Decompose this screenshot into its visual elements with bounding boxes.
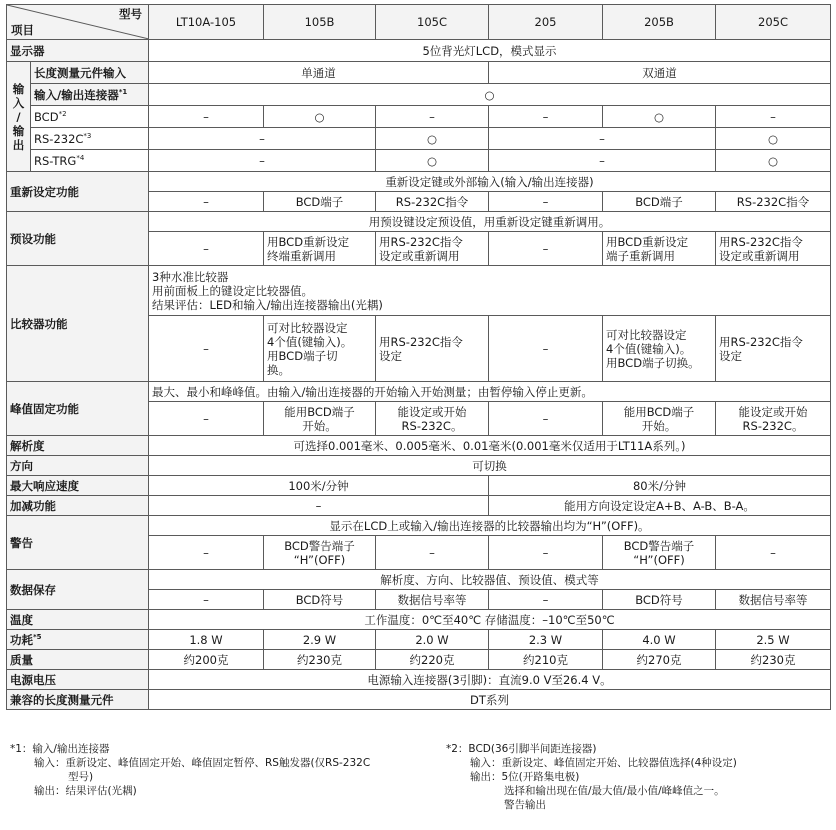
- row-label: 重新设定功能: [7, 172, 149, 212]
- footnote-title: *1：输入/输出连接器: [10, 743, 110, 755]
- mass-value: 约220克: [376, 650, 489, 670]
- row-rstrg: [7, 150, 831, 172]
- row-label: 警告: [7, 516, 149, 570]
- row-temp: [7, 610, 831, 630]
- dash-mark: –: [376, 536, 489, 570]
- cell-rs232c: 用RS-232C指令 设定: [376, 316, 489, 382]
- row-label: 温度: [7, 610, 149, 630]
- header-corner-cell: [7, 5, 149, 40]
- row-label: 功耗$^{*5}$: [7, 630, 149, 650]
- row-value: 电源输入连接器(3引脚)：直流9.0 V至26.4 V。: [149, 670, 831, 690]
- cell-bcd: 用BCD重新设定 端子重新调用: [603, 232, 716, 266]
- row-value: 工作温度：0℃至40℃ 存储温度：–10℃至50℃: [149, 610, 831, 630]
- header-row: [7, 5, 831, 40]
- dash-mark: –: [149, 128, 376, 150]
- row-resolution: [7, 436, 831, 456]
- cell-bcd: 可对比较器设定 4个值(键输入)。 用BCD端子切 换。: [264, 316, 376, 382]
- row-mass: [7, 650, 831, 670]
- dash-mark: –: [149, 316, 264, 382]
- dash-mark: –: [376, 106, 489, 128]
- footnote-mark: *2: [58, 109, 67, 118]
- cell-rs232c: 数据信号率等: [716, 590, 831, 610]
- row-addsub: [7, 496, 831, 516]
- row-display: [7, 40, 831, 62]
- mass-value: 约210克: [489, 650, 603, 670]
- row-length-input: [7, 62, 831, 84]
- dash-mark: –: [489, 150, 716, 172]
- row-label: 解析度: [7, 436, 149, 456]
- footnote-1: [10, 742, 440, 798]
- row-label: 数据保存: [7, 570, 149, 610]
- row-label: 显示器: [7, 40, 149, 62]
- row-label: 质量: [7, 650, 149, 670]
- cell-bcd: 能用BCD端子 开始。: [603, 402, 716, 436]
- row-rs232c: [7, 128, 831, 150]
- cell-bcd: BCD符号: [264, 590, 376, 610]
- power-value: 2.3 W: [489, 630, 603, 650]
- circle-mark: ○: [264, 106, 376, 128]
- row-bcd: [7, 106, 831, 128]
- row-label: 长度测量元件输入: [31, 62, 149, 84]
- footnote-line: 输出：5位(开路集电极): [470, 771, 580, 783]
- model-header: 205B: [603, 5, 716, 40]
- model-header: 105B: [264, 5, 376, 40]
- cell-bcd: BCD端子: [264, 192, 376, 212]
- dash-mark: –: [149, 192, 264, 212]
- dash-mark: –: [716, 536, 831, 570]
- footnote-title: *2：BCD(36引脚半间距连接器): [446, 743, 597, 755]
- cell-bcd: BCD端子: [603, 192, 716, 212]
- cell-rs232c: 用RS-232C指令 设定或重新调用: [376, 232, 489, 266]
- row-peak: [7, 382, 831, 402]
- spec-table: [6, 4, 831, 710]
- dash-mark: –: [489, 536, 603, 570]
- power-value: 4.0 W: [603, 630, 716, 650]
- footnote-line: 输入：重新设定、峰值固定开始、比较器值选择(4种设定): [470, 757, 737, 769]
- power-value: 2.5 W: [716, 630, 831, 650]
- row-label: 比较器功能: [7, 266, 149, 382]
- cell-105-series: 100米/分钟: [149, 476, 489, 496]
- footnote-line: 选择和输出现在值/最大值/最小值/峰峰值之一。: [504, 785, 725, 797]
- row-label: 最大响应速度: [7, 476, 149, 496]
- dash-mark: –: [489, 128, 716, 150]
- row-label: 电源电压: [7, 670, 149, 690]
- row-preset: [7, 212, 831, 232]
- footnote-mark: *4: [76, 153, 85, 162]
- dash-mark: –: [489, 106, 603, 128]
- mass-value: 约270克: [603, 650, 716, 670]
- dash-mark: –: [489, 232, 603, 266]
- dash-mark: –: [149, 106, 264, 128]
- cell-rs232c: 用RS-232C指令 设定: [716, 316, 831, 382]
- power-value: 2.9 W: [264, 630, 376, 650]
- footnote-2: [446, 742, 830, 812]
- cell-bcd: 用BCD重新设定 终端重新调用: [264, 232, 376, 266]
- row-value: 3种水准比较器 用前面板上的键设定比较器值。 结果评估：LED和输入/输出连接器输出(光耦): [149, 266, 831, 316]
- footnote-line: 输出：结果评估(光耦): [34, 785, 137, 797]
- row-label: 兼容的长度测量元件: [7, 690, 149, 710]
- cell-single-channel: 单通道: [149, 62, 489, 84]
- mass-value: 约200克: [149, 650, 264, 670]
- footnote-mark: *1: [118, 87, 128, 96]
- row-reset: [7, 172, 831, 192]
- model-header: 205C: [716, 5, 831, 40]
- row-direction: [7, 456, 831, 476]
- dash-mark: –: [489, 192, 603, 212]
- circle-mark: ○: [716, 150, 831, 172]
- row-label: $RS-232C^{*3}$: [31, 128, 149, 150]
- row-response: [7, 476, 831, 496]
- footnote-line: 型号): [68, 771, 94, 783]
- cell-bcd: BCD警告端子 “H”(OFF): [603, 536, 716, 570]
- footnote-mark: *3: [83, 131, 92, 140]
- dash-mark: –: [489, 402, 603, 436]
- circle-mark: ○: [603, 106, 716, 128]
- row-alarm: [7, 516, 831, 536]
- row-compat: [7, 690, 831, 710]
- dash-mark: –: [149, 232, 264, 266]
- model-header: 105C: [376, 5, 489, 40]
- cell-205-series: 80米/分钟: [489, 476, 831, 496]
- io-group-label: 输 入 / 输 出: [7, 62, 31, 172]
- row-comparator: [7, 266, 831, 316]
- row-label: 加减功能: [7, 496, 149, 516]
- power-value: 1.8 W: [149, 630, 264, 650]
- circle-mark: ○: [376, 150, 489, 172]
- mass-value: 约230克: [716, 650, 831, 670]
- spec-sheet: [6, 4, 831, 710]
- cell-rs232c: RS-232C指令: [376, 192, 489, 212]
- cell-105-series: –: [149, 496, 489, 516]
- model-header: LT10A-105: [149, 5, 264, 40]
- row-value: 可选择0.001毫米、0.005毫米、0.01毫米(0.001毫米仅适用于LT11A系列。): [149, 436, 831, 456]
- row-value: 显示在LCD上或输入/输出连接器的比较器输出均为“H”(OFF)。: [149, 516, 831, 536]
- cell-rs232c: RS-232C指令: [716, 192, 831, 212]
- row-value: 5位背光灯LCD，模式显示: [149, 40, 831, 62]
- model-header: 205: [489, 5, 603, 40]
- dash-mark: –: [716, 106, 831, 128]
- row-datasave: [7, 570, 831, 590]
- dash-mark: –: [149, 536, 264, 570]
- model-label: 型号: [119, 7, 142, 21]
- dash-mark: –: [489, 316, 603, 382]
- circle-mark: ○: [149, 84, 831, 106]
- row-power: [7, 630, 831, 650]
- row-value: 最大、最小和峰峰值。由输入/输出连接器的开始输入开始测量；由暂停输入停止更新。: [149, 382, 831, 402]
- cell-dual-channel: 双通道: [489, 62, 831, 84]
- footnote-line: 输入：重新设定、峰值固定开始、峰值固定暂停、RS触发器(仅RS-232C: [34, 757, 371, 769]
- cell-bcd: 可对比较器设定 4个值(键输入)。 用BCD端子切换。: [603, 316, 716, 382]
- dash-mark: –: [149, 150, 376, 172]
- cell-rs232c: 能设定或开始 RS-232C。: [376, 402, 489, 436]
- dash-mark: –: [149, 590, 264, 610]
- row-value: 重新设定键或外部输入(输入/输出连接器): [149, 172, 831, 192]
- row-label: 方向: [7, 456, 149, 476]
- footnote-mark: *5: [33, 632, 42, 641]
- cell-rs232c: 数据信号率等: [376, 590, 489, 610]
- cell-bcd: BCD警告端子 “H”(OFF): [264, 536, 376, 570]
- mass-value: 约230克: [264, 650, 376, 670]
- power-value: 2.0 W: [376, 630, 489, 650]
- row-label: RS-TRG$^{*4}$: [31, 150, 149, 172]
- footnote-line: 警告输出: [504, 799, 546, 811]
- row-io-connector: [7, 84, 831, 106]
- circle-mark: ○: [716, 128, 831, 150]
- dash-mark: –: [489, 590, 603, 610]
- row-supply: [7, 670, 831, 690]
- row-label: 输入/输出连接器$^{*1}$: [31, 84, 149, 106]
- cell-rs232c: 用RS-232C指令 设定或重新调用: [716, 232, 831, 266]
- cell-205-series: 能用方向设定设定A+B、A-B、B-A。: [489, 496, 831, 516]
- row-value: 可切换: [149, 456, 831, 476]
- cell-bcd: 能用BCD端子 开始。: [264, 402, 376, 436]
- row-value: 用预设键设定预设值，用重新设定键重新调用。: [149, 212, 831, 232]
- row-value: DT系列: [149, 690, 831, 710]
- row-label: 峰值固定功能: [7, 382, 149, 436]
- row-label: BCD$^{*2}$: [31, 106, 149, 128]
- cell-bcd: BCD符号: [603, 590, 716, 610]
- item-label: 项目: [11, 23, 34, 37]
- row-label: 预设功能: [7, 212, 149, 266]
- row-value: 解析度、方向、比较器值、预设值、模式等: [149, 570, 831, 590]
- dash-mark: –: [149, 402, 264, 436]
- cell-rs232c: 能设定或开始 RS-232C。: [716, 402, 831, 436]
- circle-mark: ○: [376, 128, 489, 150]
